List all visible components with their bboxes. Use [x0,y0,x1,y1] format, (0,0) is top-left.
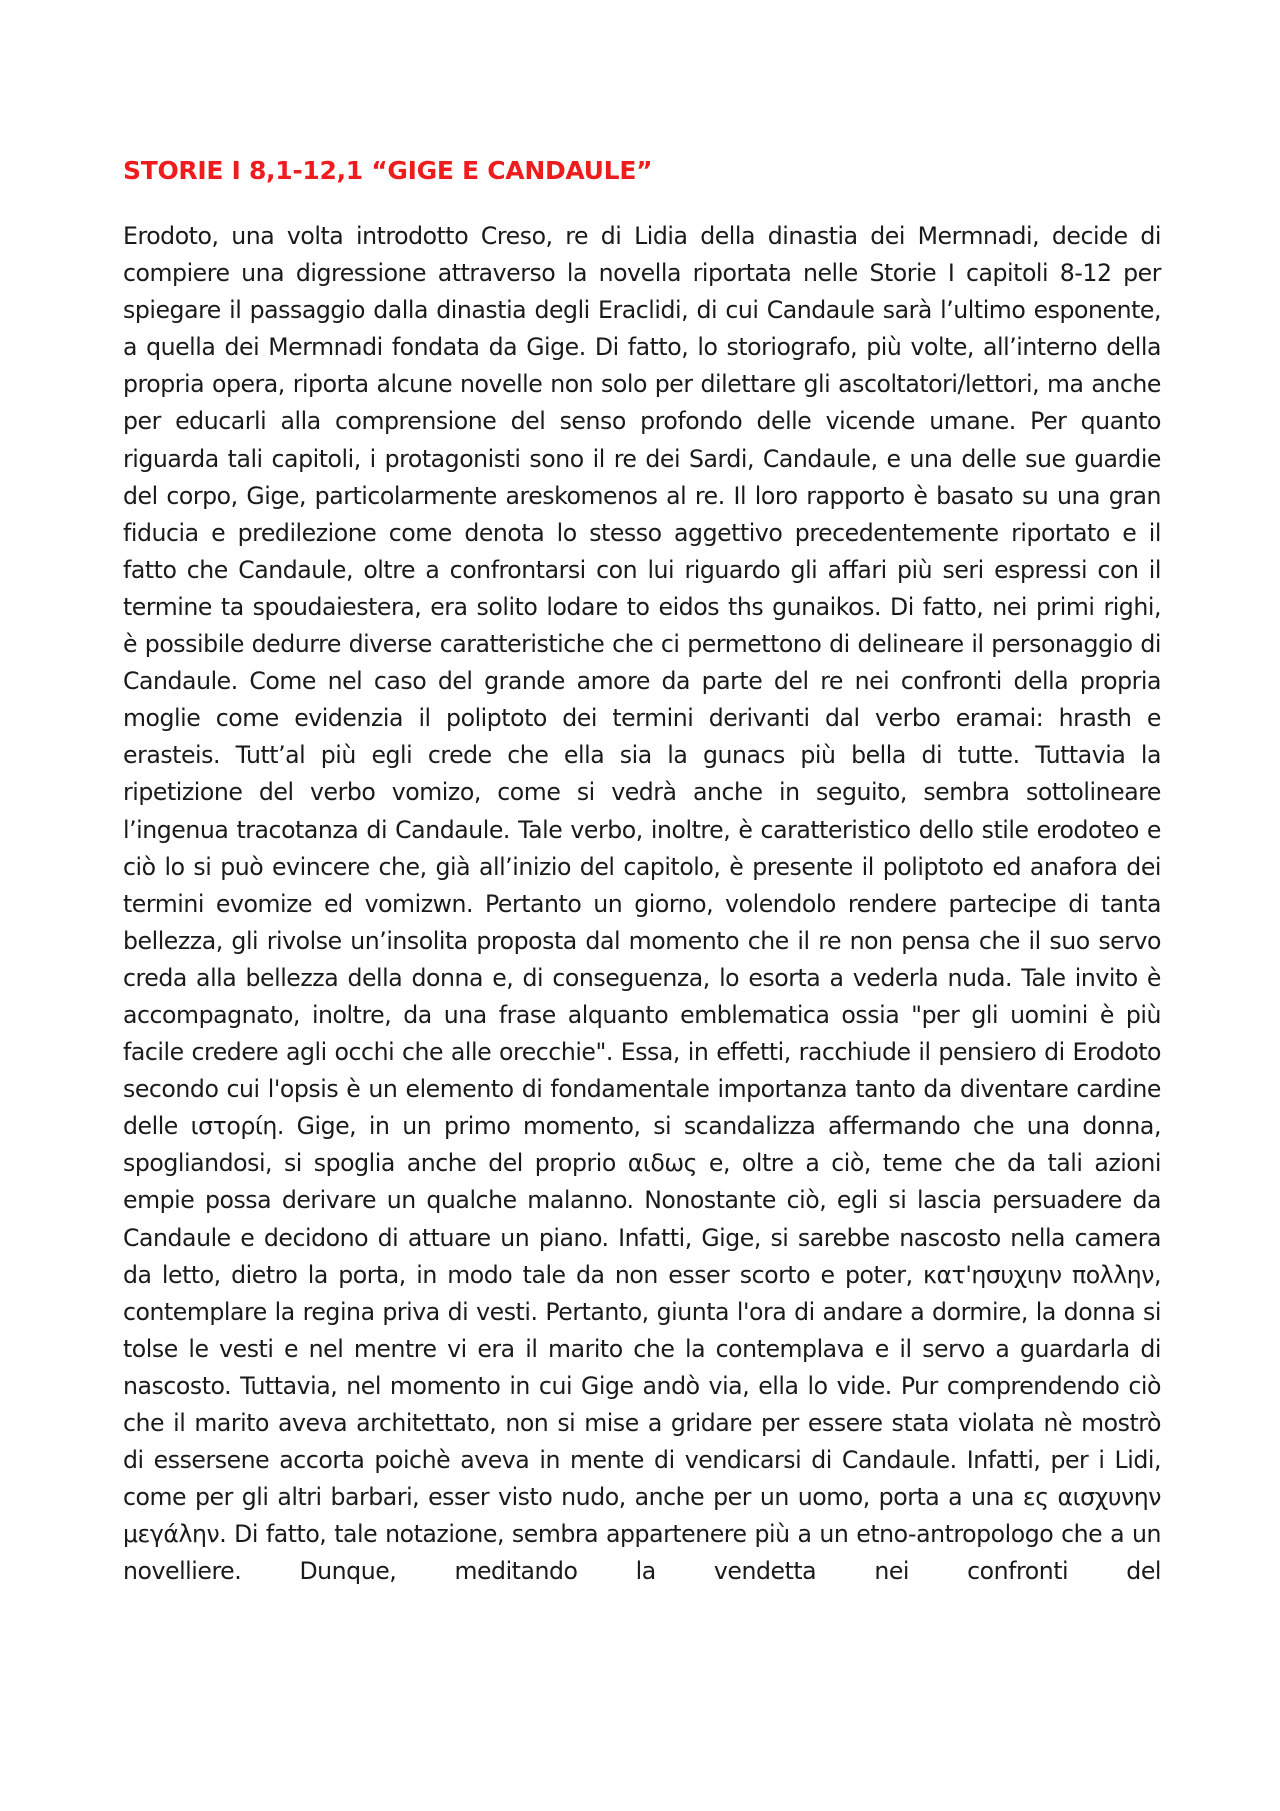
document-title: STORIE I 8,1-12,1 “GIGE E CANDAULE” [123,156,653,185]
body-paragraph: Erodoto, una volta introdotto Creso, re di Lidia della dinastia dei Mermnadi, decide di compiere una digressione attraverso la novella riportata nelle Storie I capitoli 8-12 per spiegare il passaggio dalla dinastia degli Eraclidi, di cui Candaule sarà l’ultimo esponente, a quella dei Mermnadi fondata da Gige. Di fatto, lo storiografo, più volte, all’interno della propria opera, riporta alcune novelle non solo per dilettare gli ascoltatori/lettori, ma anche per educarli alla comprensione del senso profondo delle vicende umane. Per quanto riguarda tali capitoli, i protagonisti sono il re dei Sardi, Candaule, e una delle sue guardie del corpo, Gige, particolarmente areskomenos al re. Il loro rapporto è basato su una gran fiducia e predilezione come denota lo stesso aggettivo precedentemente riportato e il fatto che Candaule, oltre a confrontarsi con lui riguardo gli affari più seri espressi con il termine ta spoudaiestera, era solito lodare to eidos ths gunaikos. Di fatto, nei primi righi, è possibile dedurre diverse caratteristiche che ci permettono di delineare il personaggio di Candaule. Come nel caso del grande amore da parte del re nei confronti della propria moglie come evidenzia il poliptoto dei termini derivanti dal verbo eramai: hrasth e erasteis. Tutt’al più egli crede che ella sia la gunacs più bella di tutte. Tuttavia la ripetizione del verbo vomizo, come si vedrà anche in seguito, sembra sottolineare l’ingenua tracotanza di Candaule. Tale verbo, inoltre, è caratteristico dello stile erodoteo e ciò lo si può evincere che, già all’inizio del capitolo, è presente il poliptoto ed anafora dei termini evomize ed vomizwn. Pertanto un giorno, volendolo rendere partecipe di tanta bellezza, gli rivolse un’insolita proposta dal momento che il re non pensa che il suo servo creda alla bellezza della donna e, di conseguenza, lo esorta a vederla nuda. Tale invito è accompagnato, inoltre, da una frase alquanto emblematica ossia "per gli uomini è più facile credere agli occhi che alle orecchie". Essa, in effetti, racchiude il pensiero di Erodoto secondo cui l'opsis è un elemento di fondamentale importanza tanto da diventare cardine delle ιστορίη. Gige, in un primo momento, si scandalizza affermando che una donna, spogliandosi, si spoglia anche del proprio αιδως e, oltre a ciò, teme che da tali azioni empie possa derivare un qualche malanno. Nonostante ciò, egli si lascia persuadere da Candaule e decidono di attuare un piano. Infatti, Gige, si sarebbe nascosto nella camera da letto, dietro la porta, in modo tale da non esser scorto e poter, κατ'ησυχιην πολλην, contemplare la regina priva di vesti. Pertanto, giunta l'ora di andare a dormire, la donna si tolse le vesti e nel mentre vi era il marito che la contemplava e il servo a guardarla di nascosto. Tuttavia, nel momento in cui Gige andò via, ella lo vide. Pur comprendendo ciò che il marito aveva architettato, non si mise a gridare per essere stata violata nè mostrò di essersene accorta poichè aveva in mente di vendicarsi di Candaule. Infatti, per i Lidi, come per gli altri barbari, esser visto nudo, anche per un uomo, porta a una ες αισχυνην μεγάλην. Di fatto, tale notazione, sembra appartenere più a un etno-antropologo che a un novelliere. Dunque, meditando la vendetta nei confronti del [123,222,1161,1586]
